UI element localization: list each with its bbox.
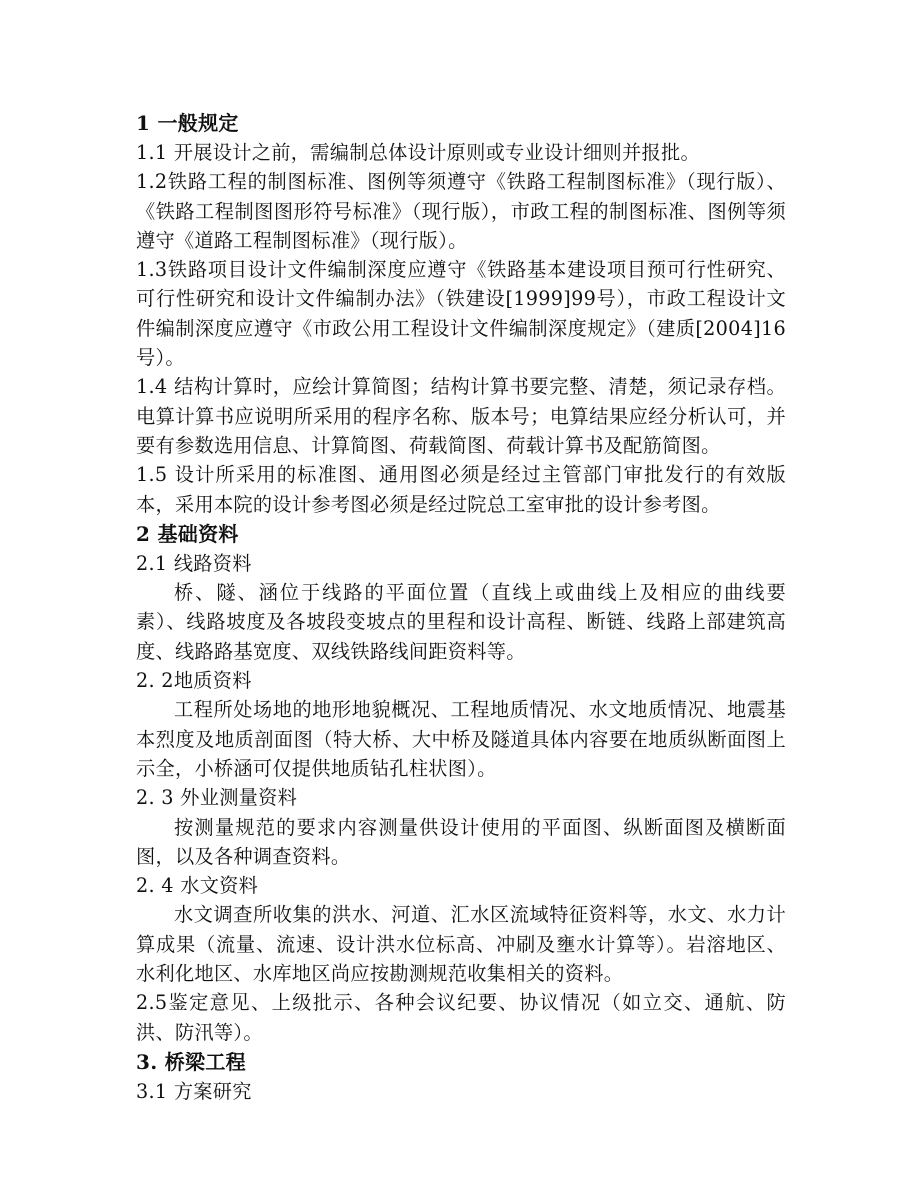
clause-1-1: 1.1 开展设计之前，需编制总体设计原则或专业设计细则并报批。 bbox=[136, 141, 700, 164]
clause-2-5: 2.5鉴定意见、上级批示、各种会议纪要、协议情况（如立交、通航、防洪、防汛等）。 bbox=[136, 991, 786, 1044]
section-heading-basic-data: 2 基础资料 bbox=[136, 521, 239, 546]
subsection-body-hydrology-data: 水文调查所收集的洪水、河道、汇水区流域特征资料等，水文、水力计算成果（流量、流速、设计洪水位标高、冲刷及壅水计算等）。岩溶地区、水利化地区、水库地区尚应按勘测规范收集相关的资料。 bbox=[136, 903, 786, 986]
section-heading-general: 1 一般规定 bbox=[136, 111, 239, 135]
clause-1-4: 1.4 结构计算时，应绘计算简图；结构计算书要完整、清楚，须记录存档。电算计算书应说明所采用的程序名称、版本号；电算结果应经分析认可，并要有参数选用信息、计算简图、荷载简图、荷载计算书及配筋简图。 bbox=[136, 375, 786, 457]
subsection-title-hydrology-data: 2. 4 水文资料 bbox=[136, 874, 259, 898]
clause-1-5: 1.5 设计所采用的标准图、通用图必须是经过主管部门审批发行的有效版本，采用本院的设计参考图必须是经过院总工室审批的设计参考图。 bbox=[136, 463, 786, 516]
subsection-body-geology-data: 工程所处场地的地形地貌概况、工程地质情况、水文地质情况、地震基本烈度及地质剖面图（特大桥、大中桥及隧道具体内容要在地质纵断面图上示全，小桥涵可仅提供地质钻孔柱状图）。 bbox=[136, 698, 786, 780]
subsection-body-route-data: 桥、隧、涵位于线路的平面位置（直线上或曲线上及相应的曲线要素）、线路坡度及各坡段变坡点的里程和设计高程、断链、线路上部建筑高度、线路路基宽度、双线铁路线间距资料等。 bbox=[136, 581, 786, 663]
subsection-title-geology-data: 2. 2地质资料 bbox=[136, 669, 252, 693]
section-heading-bridge: 3. 桥梁工程 bbox=[136, 1049, 246, 1074]
document-page bbox=[136, 108, 786, 1106]
subsection-body-survey-data: 按测量规范的要求内容测量供设计使用的平面图、纵断面图及横断面图，以及各种调查资料。 bbox=[136, 815, 786, 868]
clause-1-2: 1.2铁路工程的制图标准、图例等须遵守《铁路工程制图标准》（现行版）、《铁路工程制图图形符号标准》（现行版），市政工程的制图标准、图例等须遵守《道路工程制图标准》（现行版）。 bbox=[136, 170, 786, 252]
clause-1-3: 1.3铁路项目设计文件编制深度应遵守《铁路基本建设项目预可行性研究、可行性研究和设计文件编制办法》（铁建设[1999]99号），市政工程设计文件编制深度应遵守《市政公用工程设计文件编制深度规定》（建质[2004]16号）。 bbox=[136, 258, 786, 370]
subsection-title-survey-data: 2. 3 外业测量资料 bbox=[136, 786, 298, 810]
subsection-title-scheme-study: 3.1 方案研究 bbox=[136, 1079, 252, 1103]
subsection-title-route-data: 2.1 线路资料 bbox=[136, 551, 252, 575]
